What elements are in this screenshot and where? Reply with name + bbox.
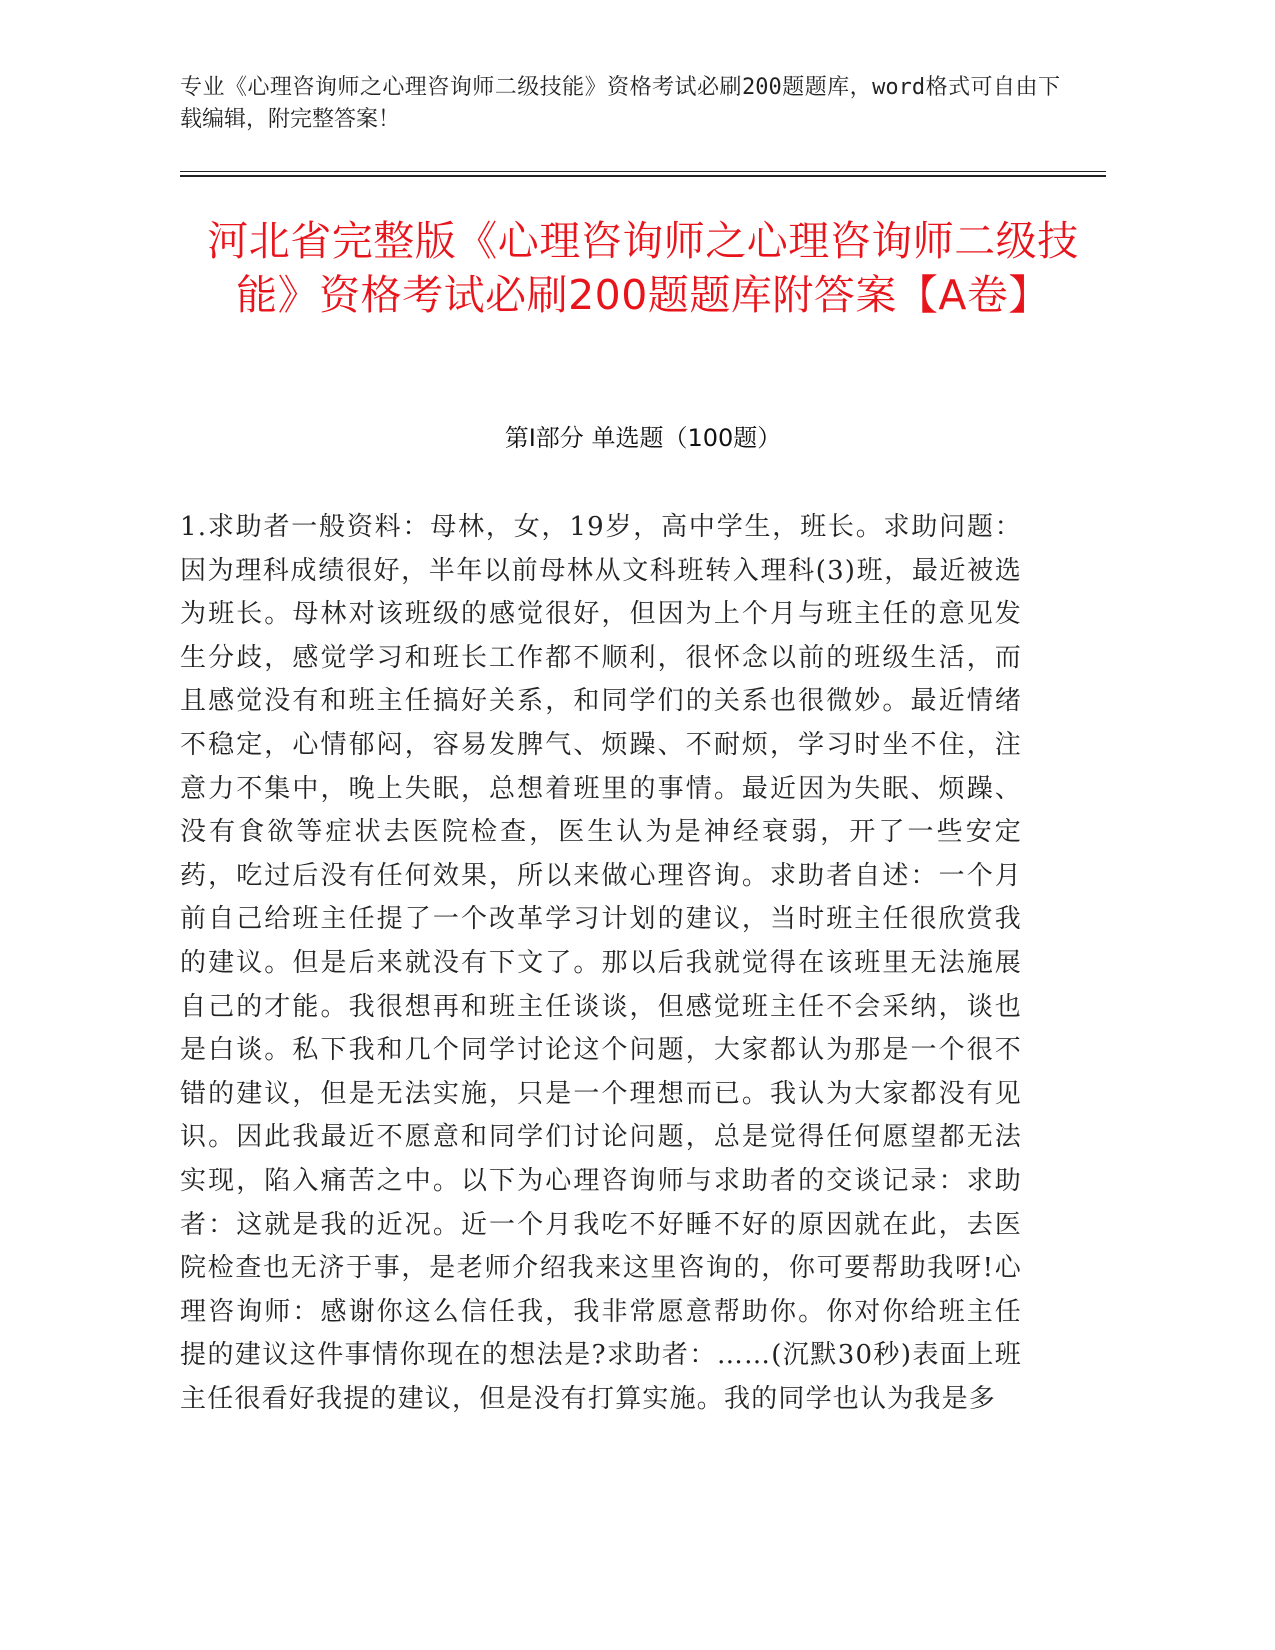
section-heading: 第Ⅰ部分 单选题（100题）	[504, 424, 782, 452]
document-title: 河北省完整版《心理咨询师之心理咨询师二级技能》资格考试必刷200题题库附答案【A卷】	[207, 217, 1079, 319]
header-divider-thick	[180, 175, 1106, 177]
page-header: 专业《心理咨询师之心理咨询师二级技能》资格考试必刷200题题库，word格式可自由下载编辑，附完整答案！	[180, 75, 1060, 132]
question-1: 1.求助者一般资料：母林，女，19岁，高中学生，班长。求助问题：因为理科成绩很好，半年以前母林从文科班转入理科(3)班，最近被选为班长。母林对该班级的感觉很好，但因为上个月与班主任的意见发生分歧，感觉学习和班长工作都不顺利，很怀念以前的班级生活，而且感觉没有和班主任搞好关系，和同学们的关系也很微妙。最近情绪不稳定，心情郁闷，容易发脾气、烦躁、不耐烦，学习时坐不住，注意力不集中，晚上失眠，总想着班里的事情。最近因为失眠、烦躁、没有食欲等症状去医院检查，医生认为是神经衰弱，开了一些安定药，吃过后没有任何效果，所以来做心理咨询。求助者自述：一个月前自己给班主任提了一个改革学习计划的建议，当时班主任很欣赏我的建议。但是后来就没有下文了。那以后我就觉得在该班里无法施展自己的才能。我很想再和班主任谈谈，但感觉班主任不会采纳，谈也是白谈。私下我和几个同学讨论这个问题，大家都认为那是一个很不错的建议，但是无法实施，只是一个理想而已。我认为大家都没有见识。因此我最近不愿意和同学们讨论问题，总是觉得任何愿望都无法实现，陷入痛苦之中。以下为心理咨询师与求助者的交谈记录：求助者：这就是我的近况。近一个月我吃不好睡不好的原因就在此，去医院检查也无济于事，是老师介绍我来这里咨询的，你可要帮助我呀!心理咨询师：感谢你这么信任我，我非常愿意帮助你。你对你给班主任提的建议这件事情你现在的想法是?求助者：……(沉默30秒)表面上班主任很看好我提的建议，但是没有打算实施。我的同学也认为我是多	[180, 512, 1022, 1414]
header-divider-thin	[180, 171, 1106, 172]
